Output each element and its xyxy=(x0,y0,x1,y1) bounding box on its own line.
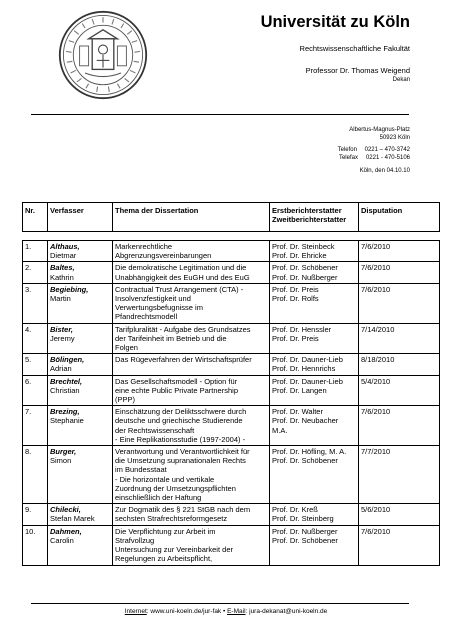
row-reviewers: Prof. Dr. Dauner-Lieb Prof. Dr. Langen xyxy=(270,375,359,406)
university-seal-logo xyxy=(58,10,148,100)
author-surname: Bölingen, xyxy=(50,355,85,365)
header-row xyxy=(23,203,440,232)
address-city: 50923 Köln xyxy=(379,135,410,141)
row-author xyxy=(48,525,113,565)
footer-separator: • xyxy=(223,608,226,615)
professor-name: Professor Dr. Thomas Weigend xyxy=(305,66,410,75)
author-surname: Brezing, xyxy=(50,407,80,417)
author-firstname: Dietmar xyxy=(50,251,77,261)
table-row xyxy=(23,241,440,262)
fax-label: Telefax xyxy=(338,155,358,161)
column-header-disputation: Disputation xyxy=(359,203,440,232)
row-number: 7. xyxy=(23,406,48,446)
row-reviewers: Prof. Dr. Preis Prof. Dr. Rolfs xyxy=(270,283,359,323)
author-surname: Begiebing, xyxy=(50,284,89,294)
row-reviewers: Prof. Dr. Henssler Prof. Dr. Preis xyxy=(270,323,359,354)
author-surname: Chilecki, xyxy=(50,505,81,515)
row-number: 8. xyxy=(23,446,48,504)
table-row xyxy=(23,323,440,354)
row-topic: Verantwortung und Verantwortlichkeit für die Umsetzung supranationalen Rechts im Bundesstaat - Die horizontale und vertikale Zuordnung der Umsetzungspflichten einschließlich der Haftung xyxy=(113,446,270,504)
row-author xyxy=(48,262,113,283)
row-topic: Contractual Trust Arrangement (CTA) - Insolvenzfestigkeit und Verwertungsbefugnisse im Pfandrechtsmodell xyxy=(113,283,270,323)
row-disputation-date: 7/6/2010 xyxy=(359,525,440,565)
table-row xyxy=(23,375,440,406)
row-author xyxy=(48,406,113,446)
table-row xyxy=(23,525,440,565)
author-surname: Althaus, xyxy=(50,242,80,251)
row-topic: Das Gesellschaftsmodell - Option für eine echte Public Private Partnership (PPP) xyxy=(113,375,270,406)
author-surname: Burger, xyxy=(50,447,77,457)
row-disputation-date: 5/6/2010 xyxy=(359,504,440,525)
author-firstname: Simon xyxy=(50,456,72,466)
author-firstname: Stefan Marek xyxy=(50,514,95,524)
column-header-topic: Thema der Dissertation xyxy=(113,203,270,232)
table-row xyxy=(23,446,440,504)
author-firstname: Adrian xyxy=(50,364,72,374)
row-topic: Einschätzung der Deliktsschwere durch deutsche und griechische Studierende der Rechtswissenschaft - Eine Replikationsstudie (1997-2004) - xyxy=(113,406,270,446)
row-disputation-date: 7/6/2010 xyxy=(359,283,440,323)
row-author xyxy=(48,354,113,375)
professor-role: Dekan xyxy=(392,77,410,83)
footer-email-label: E-Mail xyxy=(227,608,246,615)
row-disputation-date: 7/7/2010 xyxy=(359,446,440,504)
fax-line xyxy=(339,155,410,161)
table-row xyxy=(23,354,440,375)
row-author xyxy=(48,375,113,406)
table-row xyxy=(23,504,440,525)
author-firstname: Kathrin xyxy=(50,272,74,282)
author-surname: Dahmen, xyxy=(50,526,82,536)
row-disputation-date: 7/6/2010 xyxy=(359,241,440,262)
footer-internet-label: Internet xyxy=(124,608,147,615)
row-author xyxy=(48,323,113,354)
footer xyxy=(0,608,452,615)
author-firstname: Carolin xyxy=(50,535,74,545)
row-disputation-date: 5/4/2010 xyxy=(359,375,440,406)
author-firstname: Martin xyxy=(50,294,71,304)
row-topic: Zur Dogmatik des § 221 StGB nach dem sechsten Strafrechtsreformgesetz xyxy=(113,504,270,525)
row-topic: Das Rügeverfahren der Wirtschaftsprüfer xyxy=(113,354,270,375)
row-topic: Markenrechtliche Abgrenzungsvereinbarungen xyxy=(113,241,270,262)
faculty-name: Rechtswissenschaftliche Fakultät xyxy=(299,44,410,53)
row-number: 5. xyxy=(23,354,48,375)
row-author xyxy=(48,446,113,504)
row-disputation-date: 7/6/2010 xyxy=(359,262,440,283)
author-surname: Baltes, xyxy=(50,263,75,273)
row-number: 3. xyxy=(23,283,48,323)
row-number: 9. xyxy=(23,504,48,525)
author-firstname: Jeremy xyxy=(50,333,75,343)
author-surname: Bister, xyxy=(50,324,73,334)
footer-internet-value: : www.uni-koeln.de/jur-fak xyxy=(146,608,222,615)
row-number: 10. xyxy=(23,525,48,565)
university-name: Universität zu Köln xyxy=(260,13,410,31)
row-number: 1. xyxy=(23,241,48,262)
column-header-author: Verfasser xyxy=(48,203,113,232)
row-reviewers: Prof. Dr. Steinbeck Prof. Dr. Ehricke xyxy=(270,241,359,262)
column-header-reviewers: Erstberichterstatter Zweitberichterstatter xyxy=(270,203,359,232)
row-number: 4. xyxy=(23,323,48,354)
row-reviewers: Prof. Dr. Kreß Prof. Dr. Steinberg xyxy=(270,504,359,525)
letter-date: Köln, den 04.10.10 xyxy=(359,168,410,174)
header-divider xyxy=(31,114,409,115)
dissertation-table-header xyxy=(22,202,440,232)
row-reviewers: Prof. Dr. Höfling, M. A. Prof. Dr. Schöbener xyxy=(270,446,359,504)
table-row xyxy=(23,406,440,446)
phone-label: Telefon xyxy=(337,147,357,153)
address-street: Albertus-Magnus-Platz xyxy=(349,127,410,133)
row-topic: Die Verpflichtung zur Arbeit im Strafvollzug Untersuchung zur Vereinbarkeit der Regelungen zu Arbeitspflicht, xyxy=(113,525,270,565)
footer-email-value: : jura-dekanat@uni-koeln.de xyxy=(245,608,328,615)
author-firstname: Stephanie xyxy=(50,416,84,426)
row-topic: Tarifpluralität - Aufgabe des Grundsatzes der Tarifeinheit im Betrieb und die Folgen xyxy=(113,323,270,354)
row-reviewers: Prof. Dr. Nußberger Prof. Dr. Schöbener xyxy=(270,525,359,565)
row-topic: Die demokratische Legitimation und die Unabhängigkeit des EuGH und des EuG xyxy=(113,262,270,283)
table-row xyxy=(23,283,440,323)
row-reviewers: Prof. Dr. Dauner-Lieb Prof. Dr. Hennrichs xyxy=(270,354,359,375)
row-author xyxy=(48,283,113,323)
row-disputation-date: 8/18/2010 xyxy=(359,354,440,375)
phone-number: 0221 – 470-3742 xyxy=(364,147,410,153)
table-row xyxy=(23,262,440,283)
row-disputation-date: 7/14/2010 xyxy=(359,323,440,354)
row-reviewers: Prof. Dr. Walter Prof. Dr. Neubacher M.A. xyxy=(270,406,359,446)
row-author xyxy=(48,241,113,262)
column-header-nr: Nr. xyxy=(23,203,48,232)
row-reviewers: Prof. Dr. Schöbener Prof. Dr. Nußberger xyxy=(270,262,359,283)
phone-line xyxy=(338,147,410,153)
row-disputation-date: 7/6/2010 xyxy=(359,406,440,446)
row-number: 6. xyxy=(23,375,48,406)
author-surname: Brechtel, xyxy=(50,376,83,386)
dissertation-table xyxy=(22,240,440,566)
row-author xyxy=(48,504,113,525)
fax-number: 0221 - 470-5106 xyxy=(365,155,410,161)
author-firstname: Christian xyxy=(50,385,80,395)
row-number: 2. xyxy=(23,262,48,283)
footer-divider xyxy=(31,603,409,604)
